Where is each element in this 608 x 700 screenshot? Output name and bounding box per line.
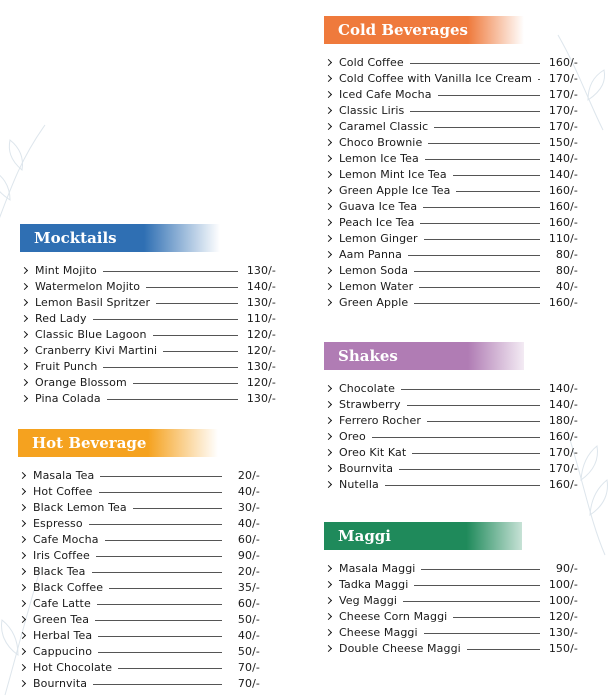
leader-line xyxy=(408,255,540,256)
item-price: 140/- xyxy=(548,167,578,181)
item-price: 120/- xyxy=(548,609,578,623)
menu-item xyxy=(324,54,578,70)
leader-line xyxy=(467,649,540,650)
menu-item xyxy=(18,595,260,611)
chevron-right-icon xyxy=(19,647,26,654)
section-header-hot-beverage xyxy=(18,429,218,457)
leader-line xyxy=(403,601,540,602)
item-price: 140/- xyxy=(548,151,578,165)
leader-line xyxy=(424,633,540,634)
section-header-mocktails xyxy=(20,224,220,252)
chevron-right-icon xyxy=(19,551,26,558)
item-name: Hot Coffee xyxy=(33,484,93,498)
item-price: 70/- xyxy=(237,676,260,690)
item-price: 100/- xyxy=(548,593,578,607)
item-price: 130/- xyxy=(548,625,578,639)
menu-item xyxy=(324,576,578,592)
item-price: 170/- xyxy=(548,71,578,85)
item-price: 120/- xyxy=(246,327,276,341)
chevron-right-icon xyxy=(21,394,28,401)
chevron-right-icon xyxy=(19,663,26,670)
chevron-right-icon xyxy=(325,122,332,129)
leader-line xyxy=(423,207,540,208)
section-header-shakes xyxy=(324,342,524,370)
section-title: Cold Beverages xyxy=(338,21,468,39)
menu-item xyxy=(18,499,260,515)
item-price: 160/- xyxy=(548,183,578,197)
leader-line xyxy=(133,508,222,509)
item-name: Green Apple Ice Tea xyxy=(339,183,451,197)
chevron-right-icon xyxy=(325,432,332,439)
menu-item xyxy=(20,374,276,390)
item-name: Black Tea xyxy=(33,564,86,578)
chevron-right-icon xyxy=(325,628,332,635)
item-name: Cold Coffee xyxy=(339,55,404,69)
leader-line xyxy=(133,383,238,384)
menu-item xyxy=(18,659,260,675)
chevron-right-icon xyxy=(19,583,26,590)
item-name: Veg Maggi xyxy=(339,593,398,607)
mocktails-section xyxy=(20,224,276,406)
item-price: 110/- xyxy=(548,231,578,245)
menu-item xyxy=(18,515,260,531)
leader-line xyxy=(100,476,222,477)
chevron-right-icon xyxy=(325,448,332,455)
chevron-right-icon xyxy=(325,154,332,161)
item-price: 20/- xyxy=(237,564,260,578)
menu-item xyxy=(20,294,276,310)
item-name: Classic Liris xyxy=(339,103,405,117)
item-name: Lemon Water xyxy=(339,279,414,293)
chevron-right-icon xyxy=(325,564,332,571)
menu-item xyxy=(20,326,276,342)
menu-item xyxy=(324,198,578,214)
leader-line xyxy=(399,469,540,470)
item-name: Cappucino xyxy=(33,644,93,658)
leader-line xyxy=(107,399,238,400)
leader-line xyxy=(453,617,540,618)
chevron-right-icon xyxy=(19,471,26,478)
chevron-right-icon xyxy=(325,186,332,193)
leader-line xyxy=(434,127,540,128)
menu-item xyxy=(324,166,578,182)
chevron-right-icon xyxy=(325,170,332,177)
leader-line xyxy=(414,303,540,304)
chevron-right-icon xyxy=(19,679,26,686)
chevron-right-icon xyxy=(325,612,332,619)
chevron-right-icon xyxy=(325,384,332,391)
item-price: 35/- xyxy=(237,580,260,594)
cold-beverages-section xyxy=(324,16,578,310)
leader-line xyxy=(92,572,222,573)
item-price: 160/- xyxy=(548,429,578,443)
menu-item xyxy=(324,262,578,278)
item-price: 140/- xyxy=(246,279,276,293)
menu-item xyxy=(324,444,578,460)
leader-line xyxy=(407,405,540,406)
item-price: 90/- xyxy=(237,548,260,562)
chevron-right-icon xyxy=(325,298,332,305)
menu-item xyxy=(20,390,276,406)
item-name: Lemon Mint Ice Tea xyxy=(339,167,447,181)
section-header-cold-beverages xyxy=(324,16,524,44)
menu-item xyxy=(324,182,578,198)
chevron-right-icon xyxy=(325,106,332,113)
item-name: Strawberry xyxy=(339,397,401,411)
leader-line xyxy=(98,636,222,637)
leader-line xyxy=(156,303,238,304)
item-price: 60/- xyxy=(237,596,260,610)
leader-line xyxy=(425,159,540,160)
chevron-right-icon xyxy=(19,503,26,510)
item-name: Bournvita xyxy=(339,461,394,475)
item-name: Oreo xyxy=(339,429,366,443)
leader-line xyxy=(428,143,540,144)
leader-line xyxy=(146,287,238,288)
menu-item xyxy=(18,547,260,563)
item-name: Green Apple xyxy=(339,295,409,309)
section-title: Maggi xyxy=(338,527,391,545)
menu-item xyxy=(324,380,578,396)
menu-item xyxy=(324,608,578,624)
item-price: 80/- xyxy=(555,247,578,261)
item-price: 40/- xyxy=(237,484,260,498)
chevron-right-icon xyxy=(325,400,332,407)
leader-line xyxy=(410,63,540,64)
menu-list xyxy=(20,262,276,406)
item-price: 40/- xyxy=(237,516,260,530)
leader-line xyxy=(109,588,222,589)
menu-item xyxy=(324,396,578,412)
leader-line xyxy=(95,620,222,621)
item-price: 40/- xyxy=(237,628,260,642)
item-name: Cafe Latte xyxy=(33,596,91,610)
leader-line xyxy=(538,79,540,80)
item-name: Lemon Ice Tea xyxy=(339,151,419,165)
item-name: Espresso xyxy=(33,516,83,530)
chevron-right-icon xyxy=(21,282,28,289)
chevron-right-icon xyxy=(21,266,28,273)
section-title: Mocktails xyxy=(34,229,117,247)
item-price: 170/- xyxy=(548,103,578,117)
item-price: 160/- xyxy=(548,199,578,213)
item-name: Mint Mojito xyxy=(35,263,97,277)
menu-item xyxy=(20,278,276,294)
item-name: Lemon Soda xyxy=(339,263,409,277)
item-name: Oreo Kit Kat xyxy=(339,445,407,459)
chevron-right-icon xyxy=(19,487,26,494)
leader-line xyxy=(453,175,540,176)
chevron-right-icon xyxy=(325,90,332,97)
chevron-right-icon xyxy=(21,298,28,305)
menu-item xyxy=(324,624,578,640)
chevron-right-icon xyxy=(325,282,332,289)
item-price: 90/- xyxy=(555,561,578,575)
leader-line xyxy=(163,351,238,352)
item-price: 170/- xyxy=(548,119,578,133)
leader-line xyxy=(98,652,222,653)
leader-line xyxy=(97,604,222,605)
leader-line xyxy=(427,421,540,422)
item-name: Orange Blossom xyxy=(35,375,127,389)
chevron-right-icon xyxy=(325,580,332,587)
item-name: Aam Panna xyxy=(339,247,402,261)
item-price: 130/- xyxy=(246,263,276,277)
leader-line xyxy=(93,684,222,685)
menu-list xyxy=(324,380,578,492)
item-price: 30/- xyxy=(237,500,260,514)
menu-item xyxy=(324,118,578,134)
leader-line xyxy=(410,111,540,112)
leader-line xyxy=(401,389,540,390)
item-price: 50/- xyxy=(237,644,260,658)
chevron-right-icon xyxy=(325,74,332,81)
menu-item xyxy=(324,640,578,656)
item-price: 160/- xyxy=(548,55,578,69)
item-price: 100/- xyxy=(548,577,578,591)
item-price: 170/- xyxy=(548,445,578,459)
menu-item xyxy=(18,467,260,483)
item-price: 130/- xyxy=(246,295,276,309)
menu-item xyxy=(18,643,260,659)
item-name: Masala Tea xyxy=(33,468,95,482)
item-price: 110/- xyxy=(246,311,276,325)
leader-line xyxy=(421,569,540,570)
chevron-right-icon xyxy=(325,58,332,65)
menu-item xyxy=(20,342,276,358)
chevron-right-icon xyxy=(325,416,332,423)
menu-item xyxy=(324,230,578,246)
leader-line xyxy=(118,668,222,669)
menu-item xyxy=(324,102,578,118)
shakes-section xyxy=(324,342,578,492)
section-title: Shakes xyxy=(338,347,398,365)
chevron-right-icon xyxy=(21,378,28,385)
leader-line xyxy=(103,271,238,272)
item-name: Chocolate xyxy=(339,381,395,395)
menu-item xyxy=(20,262,276,278)
menu-item xyxy=(324,592,578,608)
leaf-decoration-icon xyxy=(0,120,50,240)
item-name: Pina Colada xyxy=(35,391,101,405)
chevron-right-icon xyxy=(325,234,332,241)
chevron-right-icon xyxy=(19,599,26,606)
item-price: 120/- xyxy=(246,343,276,357)
item-price: 80/- xyxy=(555,263,578,277)
leader-line xyxy=(424,239,540,240)
item-name: Iris Coffee xyxy=(33,548,90,562)
chevron-right-icon xyxy=(325,480,332,487)
leader-line xyxy=(438,95,540,96)
item-price: 150/- xyxy=(548,641,578,655)
section-title: Hot Beverage xyxy=(32,434,147,452)
chevron-right-icon xyxy=(325,218,332,225)
menu-list xyxy=(18,467,260,691)
item-name: Guava Ice Tea xyxy=(339,199,418,213)
menu-item xyxy=(20,358,276,374)
maggi-section xyxy=(324,522,578,656)
item-price: 20/- xyxy=(237,468,260,482)
menu-item xyxy=(324,412,578,428)
leader-line xyxy=(89,524,222,525)
menu-item xyxy=(324,476,578,492)
leader-line xyxy=(385,485,540,486)
item-name: Fruit Punch xyxy=(35,359,98,373)
item-price: 70/- xyxy=(237,660,260,674)
menu-item xyxy=(18,483,260,499)
item-name: Cranberry Kivi Martini xyxy=(35,343,158,357)
item-name: Hot Chocolate xyxy=(33,660,113,674)
chevron-right-icon xyxy=(21,362,28,369)
item-price: 180/- xyxy=(548,413,578,427)
item-name: Classic Blue Lagoon xyxy=(35,327,147,341)
chevron-right-icon xyxy=(19,535,26,542)
item-price: 130/- xyxy=(246,359,276,373)
item-price: 170/- xyxy=(548,87,578,101)
menu-item xyxy=(20,310,276,326)
item-price: 140/- xyxy=(548,381,578,395)
item-name: Bournvita xyxy=(33,676,88,690)
item-name: Black Coffee xyxy=(33,580,104,594)
item-price: 150/- xyxy=(548,135,578,149)
menu-item xyxy=(324,70,578,86)
chevron-right-icon xyxy=(21,346,28,353)
item-name: Masala Maggi xyxy=(339,561,416,575)
item-name: Watermelon Mojito xyxy=(35,279,141,293)
item-name: Red Lady xyxy=(35,311,87,325)
menu-item xyxy=(18,611,260,627)
item-name: Tadka Maggi xyxy=(339,577,409,591)
item-name: Iced Cafe Mocha xyxy=(339,87,432,101)
item-price: 160/- xyxy=(548,215,578,229)
item-name: Cafe Mocha xyxy=(33,532,99,546)
leader-line xyxy=(456,191,540,192)
item-name: Cheese Corn Maggi xyxy=(339,609,448,623)
leader-line xyxy=(419,287,540,288)
menu-item xyxy=(324,560,578,576)
item-price: 60/- xyxy=(237,532,260,546)
item-name: Peach Ice Tea xyxy=(339,215,415,229)
chevron-right-icon xyxy=(325,202,332,209)
chevron-right-icon xyxy=(19,519,26,526)
item-price: 40/- xyxy=(555,279,578,293)
menu-item xyxy=(324,134,578,150)
item-name: Choco Brownie xyxy=(339,135,423,149)
leader-line xyxy=(420,223,540,224)
menu-item xyxy=(18,563,260,579)
hot-beverage-section xyxy=(18,429,260,691)
item-price: 50/- xyxy=(237,612,260,626)
chevron-right-icon xyxy=(19,567,26,574)
item-name: Ferrero Rocher xyxy=(339,413,421,427)
item-name: Lemon Ginger xyxy=(339,231,418,245)
item-name: Double Cheese Maggi xyxy=(339,641,461,655)
menu-item xyxy=(324,428,578,444)
chevron-right-icon xyxy=(325,266,332,273)
chevron-right-icon xyxy=(19,615,26,622)
chevron-right-icon xyxy=(325,644,332,651)
chevron-right-icon xyxy=(21,330,28,337)
item-name: Cheese Maggi xyxy=(339,625,418,639)
item-price: 160/- xyxy=(548,295,578,309)
item-name: Caramel Classic xyxy=(339,119,429,133)
chevron-right-icon xyxy=(19,631,26,638)
menu-item xyxy=(324,86,578,102)
item-name: Herbal Tea xyxy=(33,628,93,642)
menu-item xyxy=(324,294,578,310)
item-price: 140/- xyxy=(548,397,578,411)
section-header-maggi xyxy=(324,522,522,550)
menu-item xyxy=(18,627,260,643)
item-name: Cold Coffee with Vanilla Ice Cream xyxy=(339,71,532,85)
item-price: 120/- xyxy=(246,375,276,389)
leader-line xyxy=(96,556,222,557)
menu-item xyxy=(324,460,578,476)
menu-item xyxy=(18,675,260,691)
chevron-right-icon xyxy=(325,138,332,145)
chevron-right-icon xyxy=(325,596,332,603)
menu-item xyxy=(18,531,260,547)
menu-item xyxy=(18,579,260,595)
leader-line xyxy=(414,271,540,272)
chevron-right-icon xyxy=(325,464,332,471)
menu-item xyxy=(324,246,578,262)
menu-item xyxy=(324,214,578,230)
leader-line xyxy=(93,319,238,320)
item-price: 170/- xyxy=(548,461,578,475)
chevron-right-icon xyxy=(325,250,332,257)
item-price: 160/- xyxy=(548,477,578,491)
leader-line xyxy=(412,453,540,454)
leader-line xyxy=(99,492,222,493)
item-name: Nutella xyxy=(339,477,379,491)
item-name: Black Lemon Tea xyxy=(33,500,127,514)
menu-list xyxy=(324,560,578,656)
item-name: Lemon Basil Spritzer xyxy=(35,295,151,309)
leader-line xyxy=(414,585,540,586)
item-price: 130/- xyxy=(246,391,276,405)
leader-line xyxy=(105,540,222,541)
menu-item xyxy=(324,150,578,166)
leader-line xyxy=(103,367,238,368)
leader-line xyxy=(153,335,238,336)
item-name: Green Tea xyxy=(33,612,90,626)
menu-item xyxy=(324,278,578,294)
menu-list xyxy=(324,54,578,310)
chevron-right-icon xyxy=(21,314,28,321)
leader-line xyxy=(372,437,540,438)
